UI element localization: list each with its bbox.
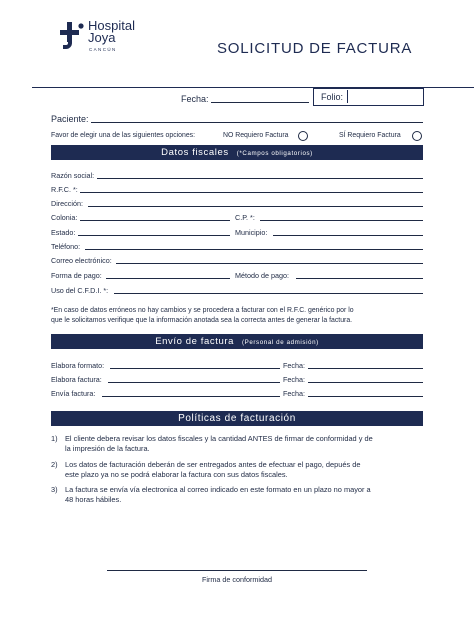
- logo-name: [88, 20, 135, 44]
- politica-line: El cliente debera revisar los datos fiscales y la cantidad ANTES de firmar de conformidad y de: [65, 434, 373, 443]
- politica-line: la impresión de la factura.: [65, 443, 150, 453]
- politica-line: La factura se envía vía electronica al correo indicado en este formato en un plazo no mayor a: [65, 485, 371, 494]
- politica-text: [65, 434, 423, 453]
- politicas-title: Políticas de facturación: [178, 413, 296, 424]
- rfc-label: R.F.C. *:: [51, 185, 78, 194]
- municipio-label: Municipio:: [235, 228, 268, 237]
- metodo-pago-field[interactable]: [296, 278, 423, 279]
- razon-social-field[interactable]: [97, 178, 423, 179]
- politica-line: 48 horas hábiles.: [65, 494, 122, 504]
- forma-pago-field[interactable]: [106, 278, 230, 279]
- paciente-label: Paciente:: [51, 114, 89, 124]
- cp-label: C.P. *:: [235, 213, 255, 222]
- fecha-label: Fecha:: [181, 94, 209, 104]
- colonia-label: Colonia:: [51, 213, 78, 222]
- note-line-1: *En caso de datos erróneos no hay cambios y se procedera a facturar con el R.F.C. genérico por lo: [51, 307, 354, 314]
- uso-cfdi-field[interactable]: [114, 293, 423, 294]
- document-title: SOLICITUD DE FACTURA: [217, 40, 413, 57]
- forma-pago-label: Forma de pago:: [51, 271, 102, 280]
- hospital-cross-icon: [56, 21, 86, 51]
- uso-cfdi-label: Uso del C.F.D.I. *:: [51, 286, 109, 295]
- politicas-header: [51, 411, 423, 426]
- rfc-field[interactable]: [80, 192, 423, 193]
- politica-text: [65, 460, 423, 479]
- envio-subtitle: (Personal de admisión): [241, 339, 319, 346]
- telefono-label: Teléfono:: [51, 242, 81, 251]
- politica-number: 3): [51, 485, 58, 494]
- datos-fiscales-subtitle: (*Campos obligatorios): [236, 150, 313, 157]
- datos-fiscales-title: Datos fiscales: [161, 147, 229, 158]
- envio-title: Envío de factura: [155, 336, 234, 347]
- firma-label: Firma de conformidad: [202, 575, 272, 584]
- politica-number: 2): [51, 460, 58, 469]
- metodo-pago-label: Método de pago:: [235, 271, 289, 280]
- correo-field[interactable]: [116, 263, 423, 264]
- option-no-label: NO Requiero Factura: [223, 132, 289, 139]
- envio-header: [51, 334, 423, 349]
- elabora-formato-fecha-field[interactable]: [308, 368, 423, 369]
- politica-number: 1): [51, 434, 58, 443]
- correo-label: Correo electrónico:: [51, 256, 112, 265]
- envia-factura-field[interactable]: [102, 396, 280, 397]
- direccion-field[interactable]: [88, 206, 423, 207]
- colonia-field[interactable]: [80, 220, 230, 221]
- folio-box: [313, 88, 424, 106]
- hospital-logo: [56, 20, 151, 54]
- telefono-field[interactable]: [85, 249, 423, 250]
- datos-fiscales-note: [51, 306, 354, 325]
- options-prompt: Favor de elegir una de las siguientes opciones:: [51, 132, 196, 139]
- direccion-label: Dirección:: [51, 199, 83, 208]
- estado-label: Estado:: [51, 228, 76, 237]
- politica-text: [65, 485, 423, 504]
- logo-city: CANCÚN: [89, 47, 117, 52]
- datos-fiscales-header: [51, 145, 423, 160]
- fecha-field[interactable]: [211, 102, 309, 103]
- folio-field[interactable]: [347, 90, 422, 103]
- note-line-2: que le solicitamos verifique que la información anotada sea la correcta antes de generar la factura.: [51, 316, 353, 324]
- elabora-factura-fecha-field[interactable]: [308, 382, 423, 383]
- politica-line: Los datos de facturación deberán de ser entregados antes de efectuar el pago, depués de: [65, 460, 361, 469]
- razon-social-label: Razón social:: [51, 171, 95, 180]
- elabora-formato-fecha-label: Fecha:: [283, 361, 305, 370]
- elabora-factura-label: Elabora factura:: [51, 375, 102, 384]
- elabora-factura-fecha-label: Fecha:: [283, 375, 305, 384]
- paciente-field[interactable]: [91, 122, 423, 123]
- envia-factura-label: Envía factura:: [51, 389, 96, 398]
- envia-factura-fecha-label: Fecha:: [283, 389, 305, 398]
- firma-field[interactable]: [107, 570, 367, 571]
- folio-label: Folio:: [321, 92, 344, 102]
- option-si-label: SÍ Requiero Factura: [339, 132, 401, 139]
- elabora-formato-label: Elabora formato:: [51, 361, 105, 370]
- politica-line: este plazo ya no se podrá elaborar la factura con sus datos fiscales.: [65, 469, 288, 479]
- cp-field[interactable]: [260, 220, 423, 221]
- logo-name-line1: Hospital: [88, 18, 135, 33]
- municipio-field[interactable]: [273, 235, 423, 236]
- option-si-radio[interactable]: [412, 131, 422, 141]
- elabora-formato-field[interactable]: [110, 368, 280, 369]
- option-no-radio[interactable]: [298, 131, 308, 141]
- logo-name-line2: Joya: [88, 30, 116, 45]
- elabora-factura-field[interactable]: [108, 382, 280, 383]
- estado-field[interactable]: [78, 235, 230, 236]
- envia-factura-fecha-field[interactable]: [308, 396, 423, 397]
